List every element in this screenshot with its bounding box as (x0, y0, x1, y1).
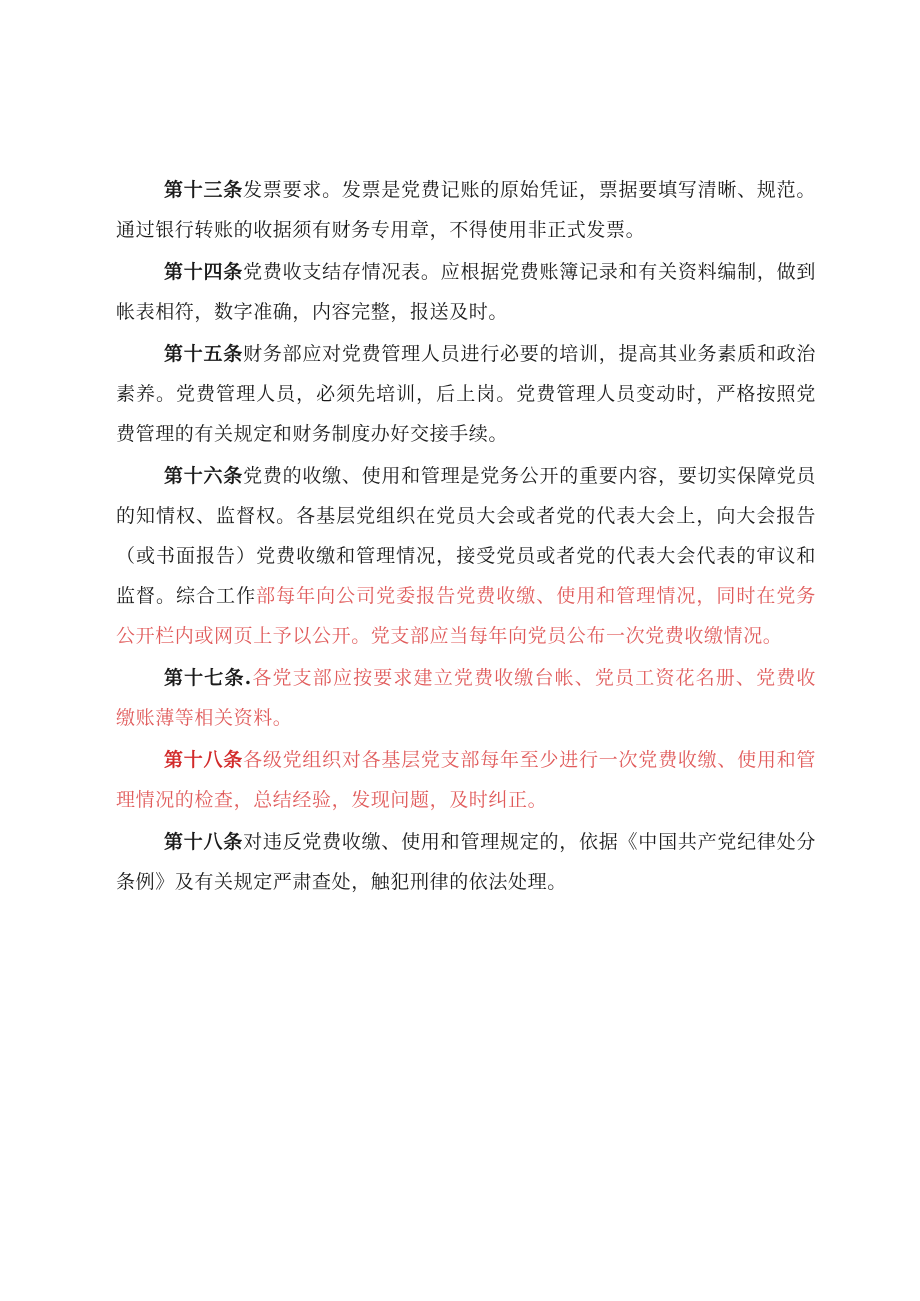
article-label: 第十三条 (164, 179, 244, 201)
article-text: 党费的收缴、使用和管理是党务公开的重要内容，要切实保障党员的知情权、监督权。各基层党组织在党员大会或者党的代表大会上，向大会报告（或书面报告）党费收缴和管理情况，接受党员或者党的代表大会代表的审议和监督。综合工作 (116, 465, 817, 607)
article-text: 发票要求。发票是党费记账的原始凭证，票据要填写清晰、规范。通过银行转账的收据须有财务专用章，不得使用非正式发票。 (116, 179, 817, 241)
article-text-highlighted: 各级党组织对各基层党支部每年至少进行一次党费收缴、使用和管理情况的检查，总结经验，发现问题，及时纠正。 (116, 749, 817, 811)
article-label: 第十五条 (164, 343, 244, 365)
article-13 (116, 170, 816, 250)
article-label: 第十四条 (164, 261, 244, 283)
article-label: 第十八条 (164, 831, 244, 853)
article-label: 第十八条 (164, 749, 244, 771)
article-18-a (116, 740, 816, 820)
article-text: 党费收支结存情况表。应根据党费账簿记录和有关资料编制，做到帐表相符，数字准确，内容完整，报送及时。 (116, 261, 817, 323)
article-15 (116, 334, 816, 454)
article-text: 对违反党费收缴、使用和管理规定的，依据《中国共产党纪律处分条例》及有关规定严肃查处，触犯刑律的依法处理。 (116, 831, 817, 893)
article-label: 第十六条 (164, 465, 244, 487)
article-text: 财务部应对党费管理人员进行必要的培训，提高其业务素质和政治素养。党费管理人员，必须先培训，后上岗。党费管理人员变动时，严格按照党费管理的有关规定和财务制度办好交接手续。 (116, 343, 817, 445)
article-18-b (116, 822, 816, 902)
article-16 (116, 456, 816, 656)
article-17 (116, 658, 816, 738)
article-text-highlighted: 部每年向公司党委报告党费收缴、使用和管理情况，同时在党务公开栏内或网页上予以公开。党支部应当每年向党员公布一次党费收缴情况。 (116, 585, 817, 647)
article-14 (116, 252, 816, 332)
article-label: 第十七条. (164, 667, 252, 689)
article-text-highlighted: 各党支部应按要求建立党费收缴台帐、党员工资花名册、党费收缴账薄等相关资料。 (116, 667, 816, 729)
document-body (116, 170, 816, 904)
